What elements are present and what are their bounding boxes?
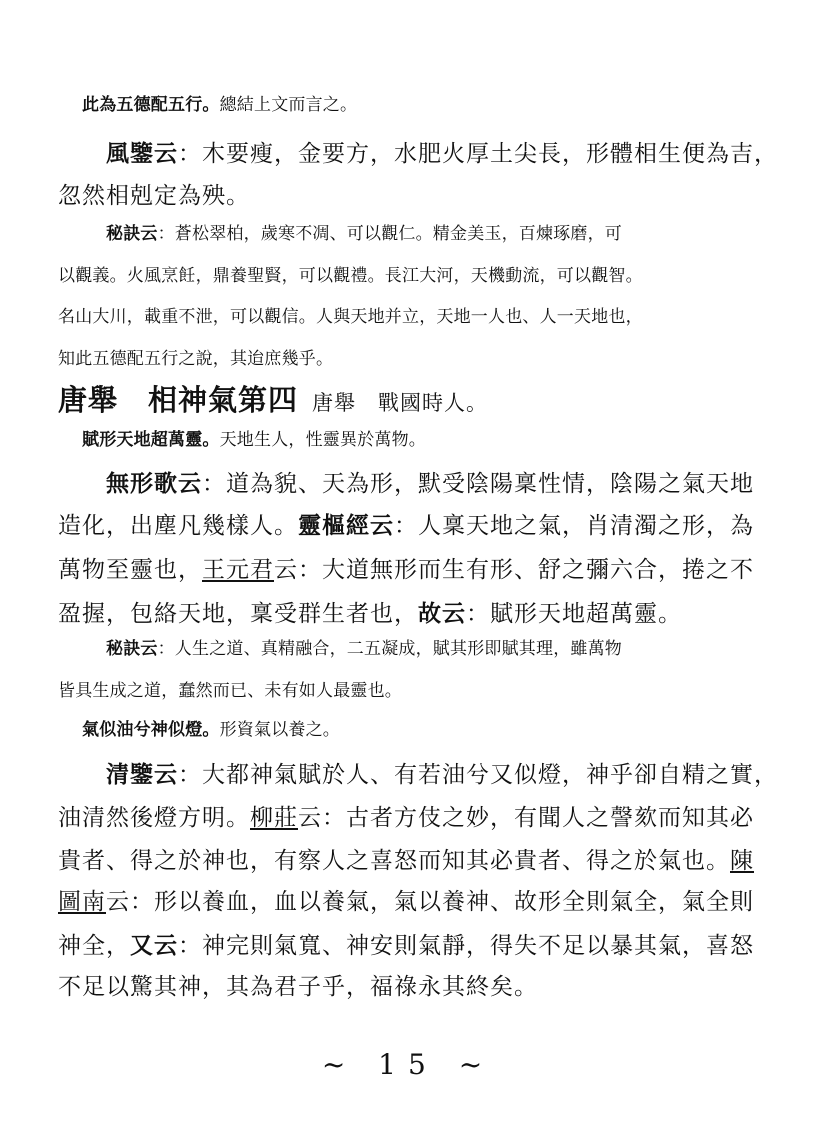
text-segment: ：神完則氣寬、神安則氣靜，得失不足以暴其氣，喜怒 xyxy=(178,933,754,959)
text-line xyxy=(58,183,768,211)
text-line xyxy=(58,639,816,659)
text-line xyxy=(58,600,768,629)
text-segment: 云：古者方伎之妙，有聞人之謦欬而知其必 xyxy=(298,805,754,831)
text-line xyxy=(58,720,792,740)
text-segment: 形資氣以養之。 xyxy=(219,720,341,740)
text-segment: ：蒼松翠柏，歲寒不凋、可以觀仁。精金美玉，百煉琢磨，可 xyxy=(157,224,623,244)
text-segment: 貴者、得之於神也，有察人之喜怒而知其必貴者、得之於氣也。 xyxy=(58,848,730,874)
text-segment: ：賦形天地超萬靈。 xyxy=(466,601,682,627)
text-segment: 忽然相剋定為殃。 xyxy=(58,183,250,209)
text-segment: 云：形以養血，血以養氣，氣以養神、故形全則氣全，氣全則 xyxy=(106,889,754,915)
name-underlined: 圖南 xyxy=(58,889,106,915)
citation-label: 又云 xyxy=(130,932,178,959)
text-line xyxy=(58,974,768,1002)
text-line xyxy=(58,805,768,833)
text-line xyxy=(58,349,768,369)
text-segment: 以觀義。火風烹飪，鼎養聖賢，可以觀禮。長江大河，天機動流，可以觀智。 xyxy=(58,266,643,286)
citation-label: 清鑒云 xyxy=(106,761,178,788)
citation-label: 唐舉 相神氣第四 xyxy=(58,383,299,417)
text-line xyxy=(58,557,768,585)
citation-label: 此為五德配五行。 xyxy=(82,95,220,115)
text-segment: 云：大道無形而生有形、舒之彌六合，捲之不 xyxy=(274,557,754,583)
text-segment: ：大都神氣賦於人、有若油兮又似燈，神乎卻自精之實， xyxy=(178,762,778,788)
text-line xyxy=(58,266,768,286)
name-underlined: 陳 xyxy=(730,848,754,874)
text-segment: ：人生之道、真精融合，二五凝成，賦其形即賦其理，雖萬物 xyxy=(157,639,623,659)
citation-label: 風鑒云 xyxy=(106,140,178,167)
text-segment: ：人稟天地之氣，肖清濁之形，為 xyxy=(394,513,754,539)
citation-label: 賦形天地超萬靈。 xyxy=(82,430,220,450)
text-segment: 知此五德配五行之說，其迨庶幾乎。 xyxy=(58,349,334,369)
text-line xyxy=(58,932,768,961)
page-number: ~ 15 ~ xyxy=(321,1048,495,1081)
heading-note: 唐舉 戰國時人。 xyxy=(312,391,489,415)
citation-label: 靈樞經云 xyxy=(298,512,394,539)
text-segment: 天地生人，性靈異於萬物。 xyxy=(219,430,427,450)
text-segment: 不足以驚其神，其為君子乎，福祿永其終矣。 xyxy=(58,974,538,1000)
text-line xyxy=(58,140,816,169)
section-heading xyxy=(58,383,768,418)
text-segment: 油清然後燈方明。 xyxy=(58,805,250,831)
text-segment: 總結上文而言之。 xyxy=(219,95,358,115)
text-line xyxy=(58,889,768,917)
text-segment: ：道為貌、天為形，默受陰陽稟性情，陰陽之氣天地 xyxy=(202,471,754,497)
text-line xyxy=(58,848,768,876)
citation-label: 無形歌云 xyxy=(106,470,202,497)
text-segment: 名山大川，載重不泄，可以觀信。人與天地并立，天地一人也、人一天地也， xyxy=(58,307,643,327)
text-line xyxy=(58,470,816,499)
text-line xyxy=(58,512,768,541)
name-underlined: 柳莊 xyxy=(250,805,298,831)
text-segment: 萬物至靈也， xyxy=(58,557,202,583)
citation-label: 故云 xyxy=(418,600,466,627)
text-line xyxy=(58,224,816,244)
citation-label: 秘訣云 xyxy=(106,224,158,244)
citation-label: 秘訣云 xyxy=(106,639,158,659)
text-line xyxy=(58,430,792,450)
text-line xyxy=(58,761,816,790)
text-segment: 造化，出塵凡幾樣人。 xyxy=(58,513,298,539)
text-segment: 神全， xyxy=(58,933,130,959)
text-line xyxy=(58,307,768,327)
text-segment: ：木要瘦，金要方，水肥火厚土尖長，形體相生便為吉， xyxy=(178,141,778,167)
text-segment: 盈握，包絡天地，稟受群生者也， xyxy=(58,601,418,627)
citation-label: 氣似油兮神似燈。 xyxy=(82,720,220,740)
text-segment: 皆具生成之道，蠢然而已、未有如人最靈也。 xyxy=(58,681,402,701)
name-underlined: 王元君 xyxy=(202,557,274,583)
text-line xyxy=(58,95,792,115)
text-line xyxy=(58,681,768,701)
